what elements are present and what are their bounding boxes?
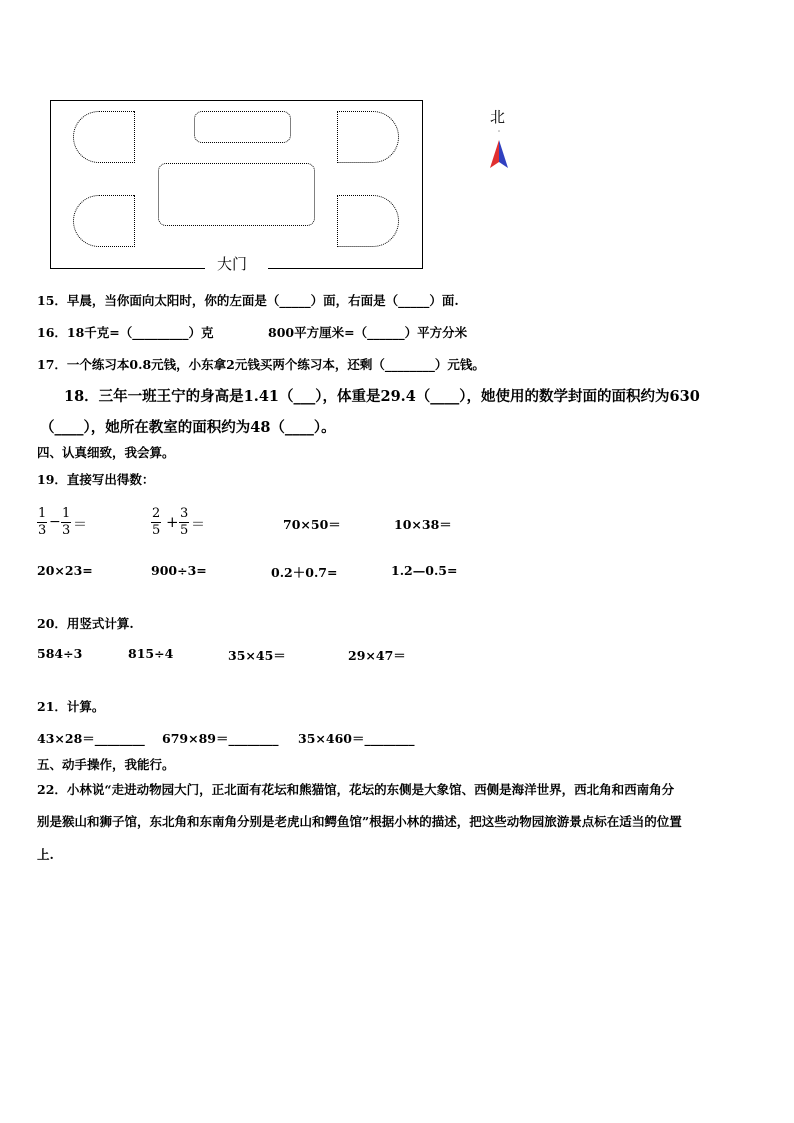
north-arrow-icon (488, 126, 512, 170)
calc-20x23: 20×23= (37, 563, 93, 578)
north-area (194, 111, 291, 143)
question-21-title: 21．计算。 (37, 699, 105, 714)
vertical-calc-1: 584÷3 (37, 646, 83, 661)
south-wall-left (50, 268, 205, 269)
fraction-2b: $\frac{3}{5}$ (180, 506, 189, 538)
fraction-1-equals: ＝ (73, 517, 87, 533)
southwest-area (73, 195, 135, 247)
question-17: 17．一个练习本0.8元钱，小东拿2元钱买两个练习本，还剩（________）元钱。 (37, 357, 485, 372)
question-18-line1: 18．三年一班王宁的身高是1.41（___），体重是29.4（____），她使用的数学封面的面积约为630 (64, 388, 700, 405)
question-22-line3: 上. (37, 847, 54, 862)
question-19-title: 19．直接写出得数： (37, 472, 155, 487)
calc-10x38: 10×38＝ (394, 517, 452, 532)
northeast-area (337, 111, 399, 163)
question-22-line2: 别是猴山和狮子馆，东北角和东南角分别是老虎山和鳄鱼馆”根据小林的描述，把这些动物园旅游景点标在适当的位置 (37, 814, 682, 829)
section-5-heading: 五、动手操作，我能行。 (37, 757, 175, 772)
question-18-line2: （____），她所在教室的面积约为48（____）。 (40, 419, 336, 436)
calc-0.2plus0.7: 0.2＋0.7= (271, 565, 338, 580)
question-20-title: 20．用竖式计算. (37, 616, 134, 631)
vertical-calc-4: 29×47＝ (348, 648, 406, 663)
fraction-1a: $\frac{1}{3}$ (38, 506, 47, 538)
vertical-calc-3: 35×45＝ (228, 648, 286, 663)
calc-900div3: 900÷3= (151, 563, 207, 578)
north-label: 北 (490, 108, 506, 126)
south-wall-right (268, 268, 423, 269)
southeast-area (337, 195, 399, 247)
fraction-2-operator: + (166, 513, 179, 531)
northwest-area (73, 111, 135, 163)
fraction-1b: $\frac{1}{3}$ (62, 506, 71, 538)
calc-43x28: 43×28＝________ (37, 731, 145, 746)
fraction-2a: $\frac{2}{5}$ (152, 506, 161, 538)
question-22-line1: 22．小林说“走进动物园大门，正北面有花坛和熊猫馆，花坛的东侧是大象馆、西侧是海洋世界，西北角和西南角分 (37, 782, 675, 797)
question-16-part1: 16．18千克=（_________）克 (37, 325, 214, 340)
vertical-calc-2: 815÷4 (128, 646, 174, 661)
question-15: 15．早晨，当你面向太阳时，你的左面是（_____）面，右面是（_____）面. (37, 293, 459, 308)
fraction-1-operator: − (49, 514, 61, 530)
calc-679x89: 679×89＝________ (162, 731, 279, 746)
center-area (158, 163, 315, 226)
section-4-heading: 四、认真细致，我会算。 (37, 445, 175, 460)
fraction-2-equals: ＝ (191, 517, 205, 533)
gate-label: 大门 (217, 255, 248, 273)
calc-1.2minus0.5: 1.2—0.5= (391, 563, 458, 578)
zoo-map (50, 100, 423, 273)
calc-35x460: 35×460＝________ (298, 731, 415, 746)
question-16-part2: 800平方厘米=（______）平方分米 (268, 325, 468, 340)
calc-70x50: 70×50＝ (283, 517, 341, 532)
